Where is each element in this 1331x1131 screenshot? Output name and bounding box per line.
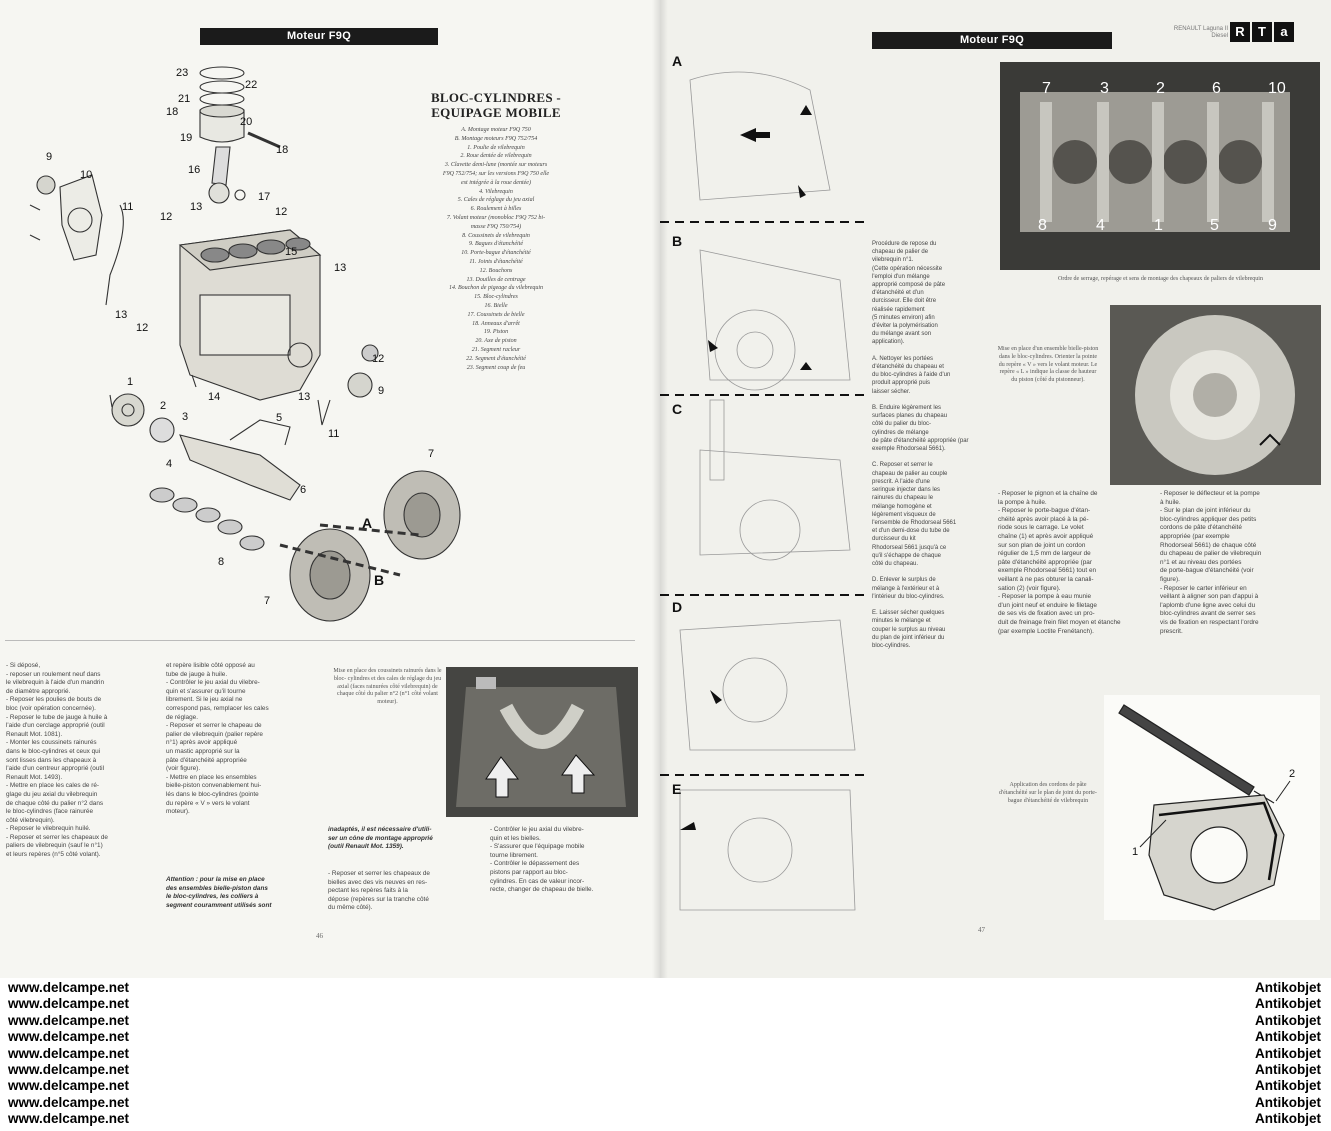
- right-header-bar: Moteur F9Q: [872, 32, 1112, 49]
- text-column-3: - Reposer et serrer les chapeaux de bielles avec des vis neuves en res- pectant les repères faits à la dépose (repères sur la tranche côté du même côté).: [328, 870, 430, 912]
- watermark-line: www.delcampe.net: [8, 980, 130, 995]
- photo-callout: 9: [1268, 217, 1277, 234]
- svg-text:19: 19: [180, 132, 193, 144]
- right-text-column-2: - Reposer le déflecteur et la pompe à huile. - Sur le plan de joint inférieur du bloc-cylindres appliquer des petits cordons de pâte d'étanchéité appropriée (par exemple Rhodorseal 5661) de chaque côté du chapeau de palier de vilebrequin n°1 et au niveau des portées de porte-bague d'étanchéité (voir figure). - Reposer le carter inférieur en veillant à aligner son pan d'appui à l'aplomb d'une ligne avec celui du bloc-cylindres avant de serrer ses vis de fixation en respectant l'ordre prescrit.: [1160, 490, 1262, 635]
- page-number-right: 47: [978, 926, 985, 934]
- piston-photo: [1110, 305, 1321, 485]
- svg-text:6: 6: [300, 484, 307, 496]
- legend-item: 13. Douilles de centrage: [466, 276, 526, 283]
- svg-text:12: 12: [160, 211, 173, 223]
- photo-caption-bearing: Mise en place des coussinets rainurés dans le bloc- cylindres et des cales de réglage du jeu axial (faces rainurées côté vilebrequin) de chaque côté du palier n°2 (n°1 côté volant moteur).: [333, 668, 442, 706]
- legend-item: F9Q 752/754; sur les versions F9Q 750 elle: [442, 170, 550, 177]
- photo-callout: 8: [1038, 217, 1047, 234]
- svg-text:15: 15: [285, 246, 298, 258]
- legend-item: 5. Cales de réglage du jeu axial: [457, 197, 535, 204]
- svg-text:1: 1: [127, 376, 134, 388]
- photo-callout: 4: [1096, 217, 1105, 234]
- title-line-2: EQUIPAGE MOBILE: [431, 105, 561, 120]
- svg-text:10: 10: [80, 169, 93, 181]
- watermark-line: Antikobjet: [1255, 1061, 1321, 1077]
- watermark-line: www.delcampe.net: [8, 1078, 130, 1094]
- watermark-line: Antikobjet: [1255, 1094, 1321, 1110]
- legend-item: A. Montage moteur F9Q 750: [461, 127, 531, 133]
- svg-text:16: 16: [188, 164, 201, 176]
- photo-callout: 2: [1156, 80, 1165, 97]
- legend-item: 23. Segment coup de feu: [466, 364, 526, 371]
- panel-letter-a: A: [672, 53, 683, 69]
- legend-item: 2. Roue dentée de vilebrequin: [460, 153, 532, 160]
- seal-application-diagram: [1104, 695, 1320, 920]
- svg-text:2: 2: [160, 400, 167, 412]
- crankcase-callouts: [1000, 62, 1320, 270]
- watermark-line: www.delcampe.net: [8, 1111, 130, 1127]
- legend-list: [396, 126, 596, 372]
- legend-item: 16. Bielle: [484, 302, 508, 309]
- right-page: [660, 0, 1331, 978]
- seal-caption: Application des cordons de pâte d'étanchéité sur le plan de joint du porte-bague d'étanchéité de vilebrequin: [999, 782, 1097, 804]
- legend-item: 21. Segment racleur: [471, 346, 521, 353]
- legend-item: 22. Segment d'étanchéité: [466, 355, 526, 362]
- svg-text:9: 9: [46, 151, 53, 163]
- svg-text:8: 8: [218, 556, 225, 568]
- svg-text:11: 11: [122, 201, 134, 213]
- right-text-column-1: - Reposer le pignon et la chaîne de la pompe à huile. - Reposer le porte-bague d'étan- chéité après avoir placé à la pé- riode sous le carrage. Le volet chaîne (1) et après avoir appliqué sur son plan de joint un cordon régulier de 1,5 mm de largeur de pâte d'étanchéité appropriée (par exemple Rhodorseal 5661) tout en veillant à ne pas obturer la canali- sation (2) (voir figure). - Reposer la pompe à eau munie d'un joint neuf et enduire le filetage de ses vis de fixation avec un pro- duit de freinage frein filet moyen et étanche (par exemple Loctite Frenétanch).: [998, 490, 1121, 635]
- legend-item: 9. Bagues d'étanchéité: [468, 241, 524, 248]
- piston-caption: Mise en place d'un ensemble bielle-piston dans le bloc-cylindres. Orienter la pointe du repère « V » vers le volant moteur. Le repère « L » indique la classe de hauteur du piston (côté du pistonneur).: [997, 346, 1099, 384]
- svg-text:18: 18: [276, 144, 289, 156]
- legend-item: 17. Coussinets de bielle: [467, 311, 525, 318]
- svg-text:18: 18: [166, 106, 179, 118]
- legend-item: 6. Roulement à billes: [470, 206, 522, 213]
- watermark-line: www.delcampe.net: [8, 1029, 130, 1045]
- legend-item: est intégrée à la roue dentée): [461, 179, 531, 186]
- svg-text:12: 12: [372, 353, 385, 365]
- svg-text:22: 22: [245, 79, 258, 91]
- svg-text:11: 11: [328, 428, 340, 440]
- svg-text:7: 7: [264, 595, 271, 607]
- legend-item: 19. Piston: [483, 329, 509, 336]
- watermark-line: www.delcampe.net: [8, 1061, 130, 1077]
- svg-text:13: 13: [190, 201, 203, 213]
- watermark-line: Antikobjet: [1255, 1045, 1321, 1061]
- photo-callout: 1: [1154, 217, 1163, 234]
- book-spine: [652, 0, 668, 978]
- svg-text:3: 3: [182, 411, 189, 423]
- legend-item: 12. Bouchons: [479, 267, 513, 274]
- legend-item: 10. Porte-bague d'étanchéité: [461, 250, 531, 257]
- svg-text:7: 7: [428, 448, 435, 460]
- bearing-photo: [446, 667, 638, 817]
- photo-callout: 3: [1100, 80, 1109, 97]
- svg-text:5: 5: [276, 412, 283, 424]
- legend-item: 18. Anneaux d'arrêt: [472, 320, 520, 327]
- svg-text:9: 9: [378, 385, 385, 397]
- exploded-engine-diagram: [0, 55, 435, 635]
- panel-letter-b: B: [672, 233, 683, 249]
- photo-callout: 7: [1042, 80, 1051, 97]
- assembly-label-a: A: [362, 515, 373, 531]
- watermark-line: Antikobjet: [1255, 980, 1321, 995]
- watermark-line: Antikobjet: [1255, 1111, 1321, 1127]
- crankcase-caption: Ordre de serrage, repérage et sens de montage des chapeaux de paliers de vilebrequin: [1058, 276, 1263, 282]
- page-number-left: 46: [316, 932, 323, 940]
- watermark-line: www.delcampe.net: [8, 996, 130, 1012]
- panel-letter-c: C: [672, 401, 683, 417]
- legend-item: 7. Volant moteur (monobloc F9Q 752 bi-: [446, 214, 546, 221]
- photo-callout: 5: [1210, 217, 1219, 234]
- watermark-line: Antikobjet: [1255, 1012, 1321, 1028]
- svg-text:12: 12: [136, 322, 149, 334]
- legend-item: 20. Axe de piston: [475, 338, 517, 345]
- legend-item: 4. Vilebrequin: [479, 188, 513, 195]
- svg-text:4: 4: [166, 458, 173, 470]
- attention-note: Attention : pour la mise en place des ensembles bielle-piston dans le bloc-cylindres, les colliers à segment couramment utilisés sont: [166, 876, 272, 909]
- procedure-text: Procédure de repose du chapeau de palier de vilebrequin n°1. (Cette opération nécessite l'emploi d'un mélange approprié composé de pâte d'étanchéité et d'un durcisseur. Elle doit être réalisée rapidement (5 minutes environ) afin d'éviter la polymérisation du mélange avant son application). A. Nettoyer les portées d'étanchéité du chapeau et du bloc-cylindres à l'aide d'un produit approprié puis laisser sécher. B. Enduire légèrement les surfaces planes du chapeau côté du palier du bloc- cylindres de mélange de pâte d'étanchéité appropriée (par exemple Rhodorseal 5661). C. Reposer et serrer le chapeau de palier au couple prescrit. A l'aide d'une seringue injecter dans les rainures du chapeau le mélange homogène et légèrement visqueux de l'ensemble de Rhodorseal 5661 et d'un demi-dose du tube de durcisseur du kit Rhodorseal 5661 jusqu'à ce qu'il s'échappe de chaque côté du chapeau. D. Enlever le surplus de mélange à l'extérieur et à l'intérieur du bloc-cylindres. E. Laisser sécher quelques minutes le mélange et couper le surplus au niveau du plan de joint inférieur du bloc-cylindres.: [872, 241, 969, 649]
- watermark-line: www.delcampe.net: [8, 1094, 130, 1110]
- assembly-label-b: B: [374, 572, 385, 588]
- logo-letter-t: T: [1252, 22, 1272, 42]
- svg-text:14: 14: [208, 391, 221, 403]
- legend-item: B. Montage moteurs F9Q 752/754: [454, 135, 538, 142]
- text-column-2: et repère lisible côté opposé au tube de jauge à huile. - Contrôler le jeu axial du vilebre- quin et s'assurer qu'il tourne librement. Si le jeu axial ne correspond pas, remplacer les cales de réglage. - Reposer et serrer le chapeau de palier de vilebrequin (palier repère n°1) après avoir appliqué un mastic approprié sur la pâte d'étanchéité appropriée (voir figure). - Mettre en place les ensembles bielle-piston convenablement hui- lés dans le bloc-cylindres (pointe du repère « V » vers le volant moteur).: [166, 662, 269, 816]
- legend-item: masse F9Q 750/754): [470, 223, 522, 230]
- photo-callout: 10: [1268, 80, 1286, 97]
- legend-item: 8. Coussinets de vilebrequin: [462, 232, 530, 239]
- brand-small: RENAULT Laguna II Diesel: [1173, 26, 1228, 39]
- watermark-right: [1255, 980, 1321, 1128]
- watermark-line: www.delcampe.net: [8, 1012, 130, 1028]
- legend-item: 15. Bloc-cylindres: [474, 294, 518, 301]
- rta-logo: [1230, 22, 1294, 42]
- crankcase-photo: [1000, 62, 1320, 270]
- divider: [5, 640, 635, 641]
- text-column-1: - Si déposé, - reposer un roulement neuf dans le vilebrequin à l'aide d'un mandrin de diamètre approprié. - Reposer les poulies de bouts de bloc (voir opération concernée). - Reposer le tube de jauge à huile à l'aide d'un cerclage approprié (outil Renault Mot. 1081). - Monter les coussinets rainurés dans le bloc-cylindres et ceux qui sont lisses dans les chapeaux à l'aide d'un centreur approprié (outil Renault Mot. 1493). - Mettre en place les cales de ré- glage du jeu axial du vilebrequin de chaque côté du palier n°2 dans le bloc-cylindres (face rainurée côté vilebrequin). - Reposer le vilebrequin huilé. - Reposer et serrer les chapeaux de paliers de vilebrequin (sauf le n°1) et leurs repères (n°5 côté volant).: [6, 662, 108, 859]
- watermark-line: Antikobjet: [1255, 996, 1321, 1012]
- svg-text:13: 13: [334, 262, 347, 274]
- panel-letter-e: E: [672, 781, 682, 797]
- photo-callout: 6: [1212, 80, 1221, 97]
- legend-item: 11. Joints d'étanchéité: [469, 258, 523, 265]
- legend-item: 14. Bouchon de pigeage du vilebrequin: [448, 285, 544, 292]
- watermark-line: Antikobjet: [1255, 1078, 1321, 1094]
- svg-text:21: 21: [178, 93, 191, 105]
- svg-text:12: 12: [275, 206, 288, 218]
- watermark-line: www.delcampe.net: [8, 1045, 130, 1061]
- left-header-bar: Moteur F9Q: [200, 28, 438, 45]
- seal-callout-1: 1: [1132, 846, 1139, 858]
- svg-text:13: 13: [298, 391, 311, 403]
- watermark-line: Antikobjet: [1255, 1029, 1321, 1045]
- text-column-4: - Contrôler le jeu axial du vilebre- quin et les bielles. - S'assurer que l'équipage mobile tourne librement. - Contrôler le dépassement des pistons par rapport au bloc- cylindres. En cas de valeur incor- recte, changer de chapeau de bielle.: [490, 826, 594, 894]
- svg-text:13: 13: [115, 309, 128, 321]
- attention-note-continued: inadaptés, il est nécessaire d'utili- ser un cône de montage approprié (outil Renault Mot. 1359).: [328, 826, 433, 851]
- legend-item: 3. Clavette demi-lune (montée sur moteurs: [444, 162, 548, 169]
- seal-callout-2: 2: [1289, 768, 1296, 780]
- watermark-left: [8, 980, 129, 1128]
- svg-text:20: 20: [240, 116, 253, 128]
- procedure-panels: [660, 50, 865, 930]
- diagram-title-block: [396, 90, 596, 372]
- logo-letter-a: a: [1274, 22, 1294, 42]
- svg-text:17: 17: [258, 191, 271, 203]
- left-page: [0, 0, 660, 978]
- panel-letter-d: D: [672, 599, 683, 615]
- title-line-1: BLOC-CYLINDRES -: [430, 90, 562, 105]
- logo-letter-r: R: [1230, 22, 1250, 42]
- legend-item: 1. Poulie de vilebrequin: [467, 144, 525, 151]
- svg-text:23: 23: [176, 67, 189, 79]
